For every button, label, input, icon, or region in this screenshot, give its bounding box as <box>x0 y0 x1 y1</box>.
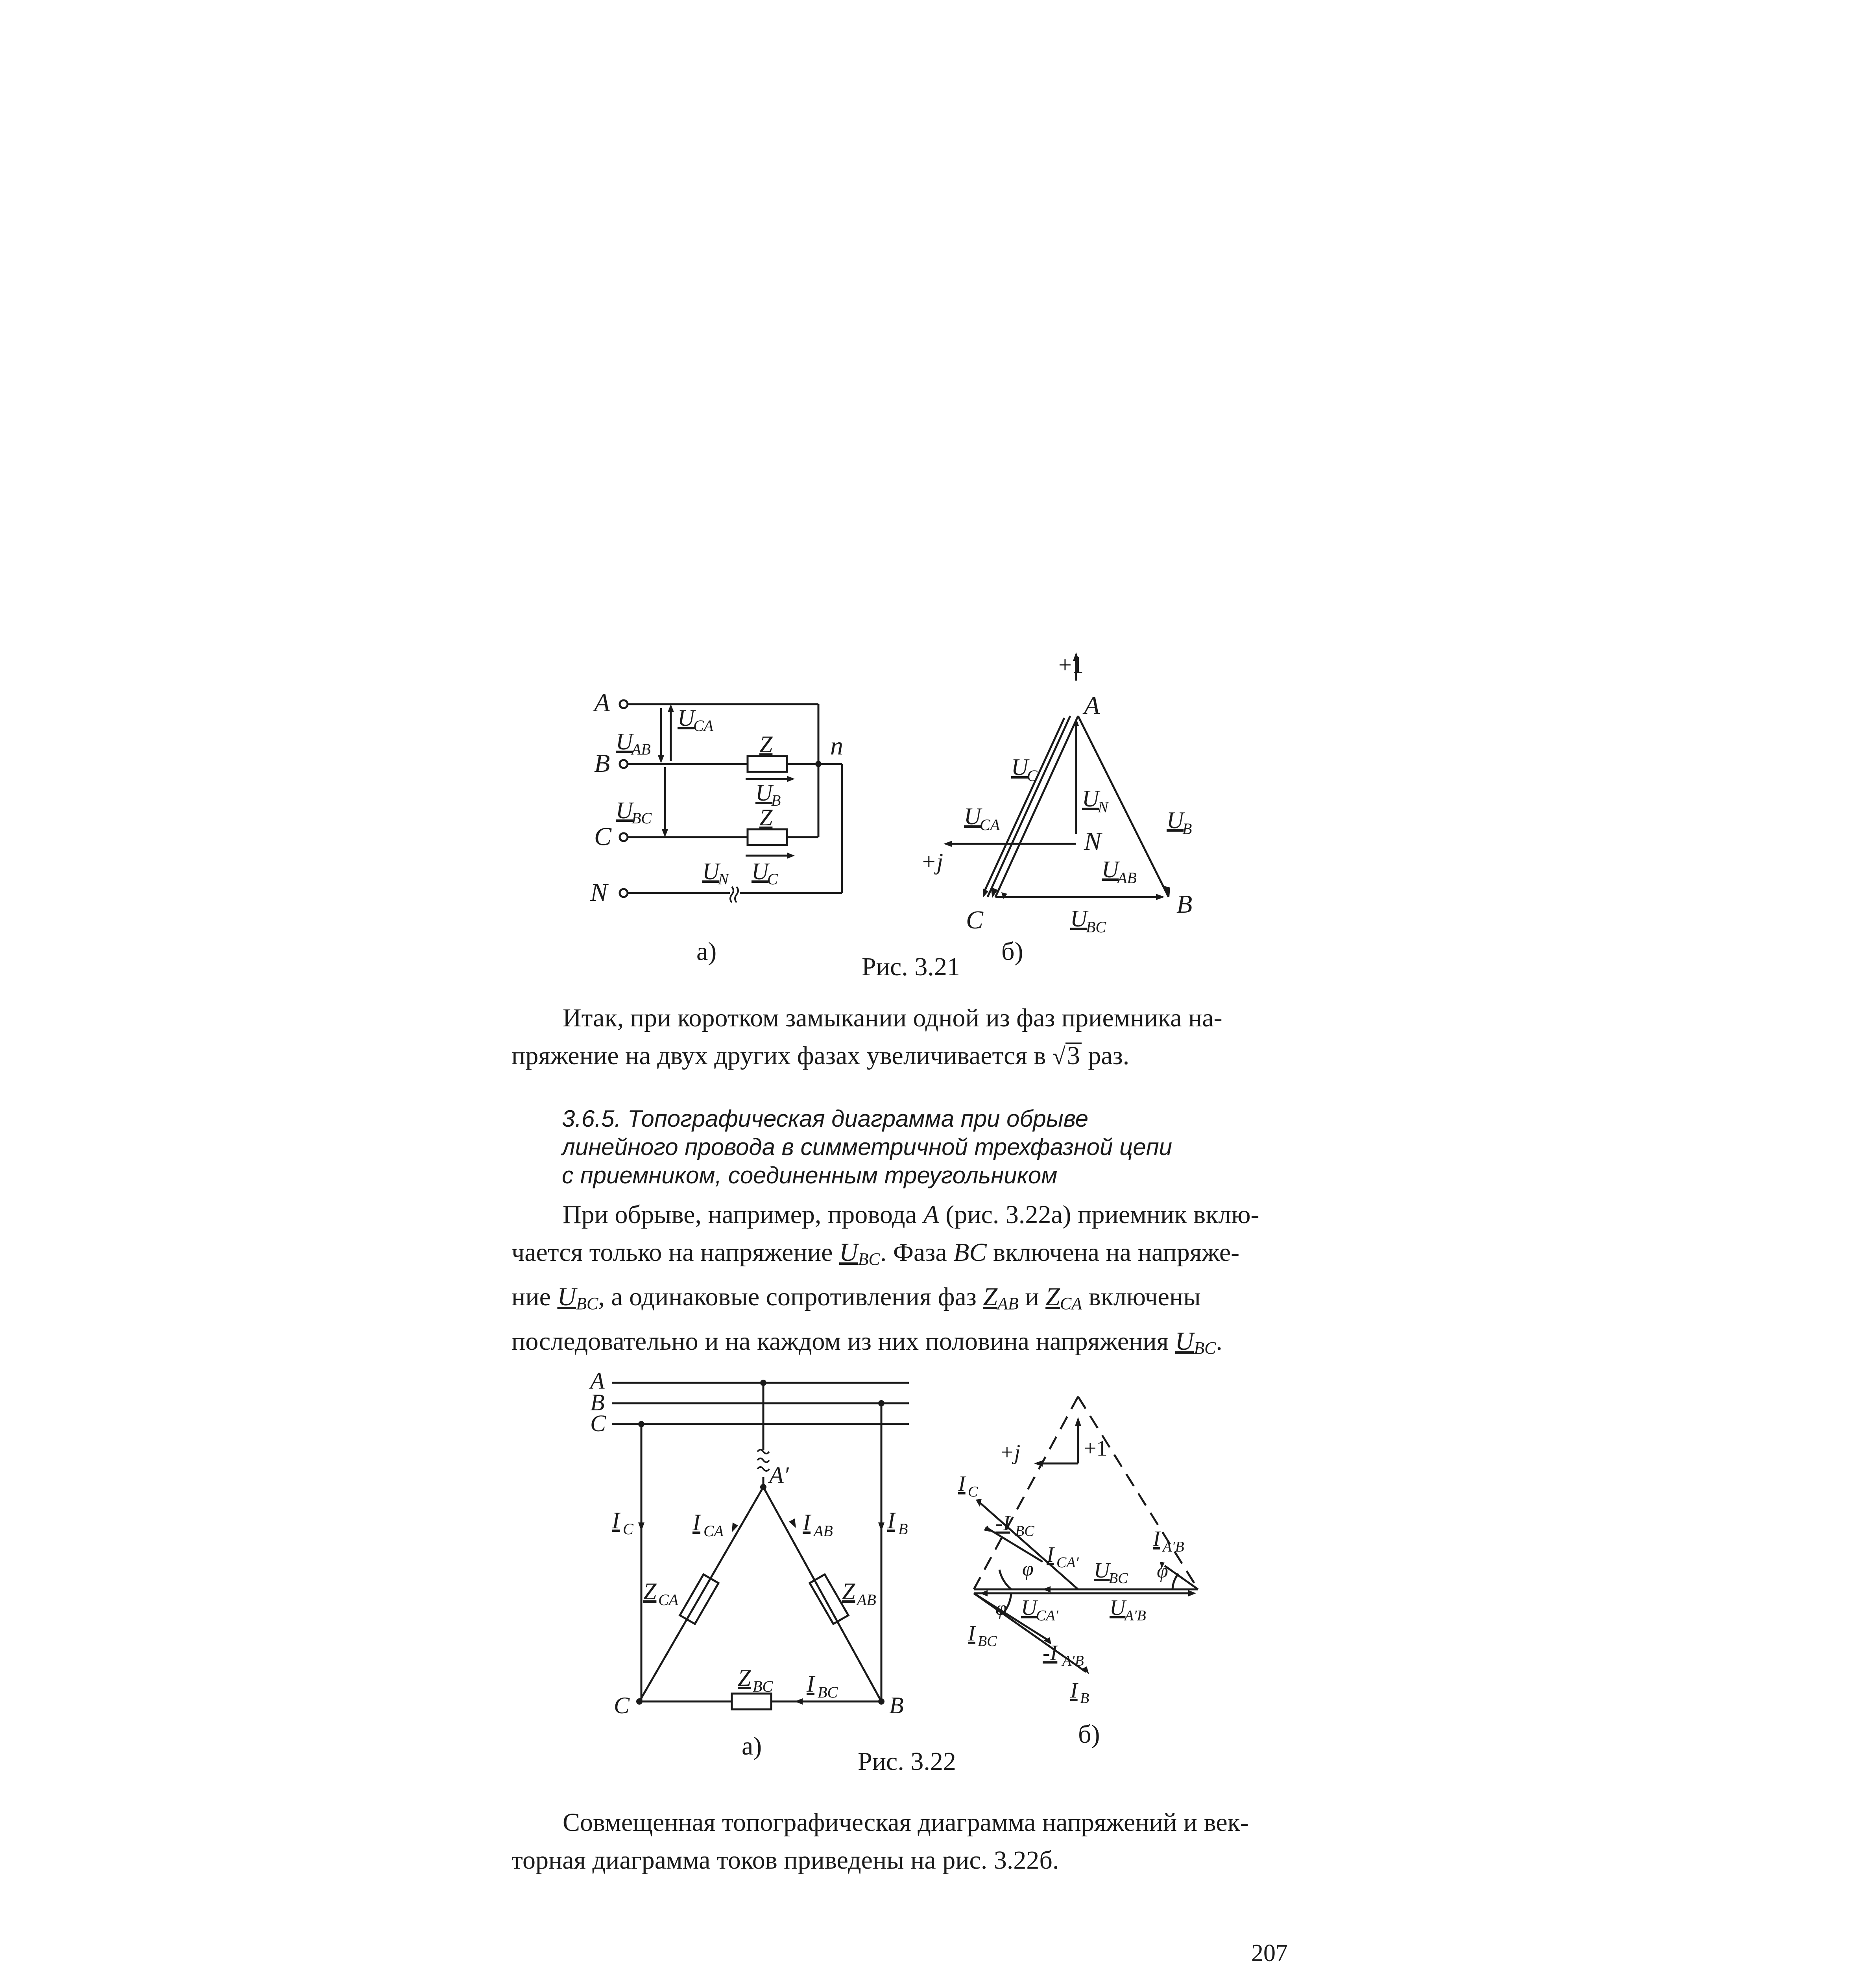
figure-3-21-a <box>567 649 866 972</box>
terminal-B: B <box>594 749 610 778</box>
heading-line-2: линейного провода в симметричной трехфазной цепи <box>562 1134 1172 1160</box>
label-I-CA-prime-sub: CA′ <box>1056 1554 1079 1571</box>
label-I-C-sub: C <box>968 1484 978 1500</box>
section-heading <box>562 1105 1309 1190</box>
label-U-BC: U <box>1094 1558 1110 1583</box>
label-I-BC-sub: BC <box>818 1683 838 1701</box>
tilde-break-icon <box>757 1450 769 1471</box>
axis-plus-j: +j <box>999 1440 1021 1465</box>
label-Ub-prime-sub: B <box>1182 820 1192 838</box>
paragraph-2 <box>511 1196 1291 1367</box>
label-U-AB: U <box>1102 856 1119 882</box>
label-U-BC-sub: BC <box>631 809 652 827</box>
label-I-AB-sub: AB <box>814 1522 833 1540</box>
label-I-AB-prime-sub: A′B <box>1163 1539 1184 1555</box>
page-number: 207 <box>1251 1940 1288 1967</box>
label-phi-2: φ <box>1157 1560 1168 1582</box>
label-U-AB-sub: AB <box>1117 869 1137 887</box>
label-U-CA: U <box>678 705 695 731</box>
paragraph-2-line-4: последовательно и на каждом из них половина напряжения $U_{BC}$. <box>511 1327 1222 1358</box>
paragraph-3 <box>511 1804 1291 1879</box>
label-U-BC: U <box>616 797 633 823</box>
vertex-A: A <box>1084 691 1100 720</box>
sqrt-value: 3 <box>1065 1043 1082 1068</box>
paragraph-1 <box>511 999 1291 1075</box>
paragraph-2-line-3: ние $U_{BC}$, а одинаковые сопротивления фаз $Z_{AB}$ и $Z_{CA}$ включены <box>511 1282 1201 1313</box>
label-U-BC-sub: BC <box>1086 918 1106 936</box>
label-U-B-sub: B <box>771 792 781 809</box>
paragraph-1-line-2: пряжение на двух других фазах увеличивается в √3 раз. <box>511 1041 1130 1070</box>
label-U-BC: U <box>1070 906 1088 932</box>
label-U-AB-prime-sub: A′B <box>1124 1607 1146 1624</box>
label-Uc-prime-sub: C <box>1027 767 1038 784</box>
label-Z-BC: Z <box>738 1665 751 1691</box>
paragraph-2-line-1: При обрыве, например, провода A (рис. 3.22а) приемник вклю- <box>563 1200 1259 1229</box>
figure-3-22-a-diagram <box>567 1357 929 1770</box>
label-I-CA: I <box>692 1509 700 1535</box>
label-U-B: U <box>755 780 773 806</box>
node-n-label: n <box>830 732 843 760</box>
figure-3-21-a-diagram <box>567 649 866 972</box>
figure-3-21-caption: Рис. 3.21 <box>862 952 960 981</box>
label-U-CA: U <box>964 803 981 829</box>
node-C: C <box>614 1692 630 1718</box>
panel-label-b: б) <box>1078 1720 1100 1749</box>
label-Z-CA: Z <box>643 1578 657 1604</box>
label-U-CA-sub: CA <box>693 717 714 734</box>
paragraph-1-line-1: Итак, при коротком замыкании одной из фаз приемника на- <box>563 1004 1222 1032</box>
axis-plus-1: +1 <box>1084 1436 1108 1461</box>
label-I-B-sub: B <box>1080 1690 1089 1707</box>
label-U-C: U <box>752 858 769 884</box>
label-minus-I-BC-sub: BC <box>1015 1523 1034 1539</box>
p1-text-before: пряжение на двух других фазах увеличивается в <box>511 1041 1046 1070</box>
label-I-BC: I <box>968 1621 975 1646</box>
label-U-CA-prime: U <box>1021 1596 1037 1620</box>
label-U-N-sub: N <box>1098 798 1108 816</box>
panel-label-a: а) <box>696 937 717 966</box>
p1-text-after: раз. <box>1088 1041 1130 1070</box>
line-A: A <box>590 1368 605 1394</box>
label-phi-1: φ <box>1022 1558 1034 1580</box>
label-I-C: I <box>958 1472 966 1496</box>
label-U-CA-prime-sub: CA′ <box>1036 1607 1058 1624</box>
node-B: B <box>889 1692 904 1718</box>
label-U-N: U <box>702 858 720 884</box>
label-U-AB-prime: U <box>1110 1596 1126 1620</box>
label-U-AB-sub: AB <box>631 740 651 758</box>
label-I-AB-prime: I <box>1153 1527 1160 1551</box>
vertex-N: N <box>1084 827 1102 856</box>
label-Z-CA-sub: CA <box>658 1591 679 1609</box>
node-A-prime: A′ <box>769 1462 789 1488</box>
label-U-CA-sub: CA <box>980 816 1000 834</box>
axis-plus-1: +1 <box>1058 652 1084 678</box>
label-I-BC: I <box>807 1671 814 1697</box>
terminal-N: N <box>590 878 608 907</box>
heading-line-3: с приемником, соединенным треугольником <box>562 1162 1058 1188</box>
label-I-C-sub: C <box>623 1520 633 1538</box>
vertex-C: C <box>966 906 984 934</box>
label-minus-I-BC: -I <box>995 1511 1010 1535</box>
axis-plus-j: +j <box>921 849 944 875</box>
label-Z-top: Z <box>759 731 773 757</box>
line-C: C <box>590 1410 606 1436</box>
label-U-AB: U <box>616 729 633 755</box>
terminal-C: C <box>594 822 612 851</box>
heading-line-1: 3.6.5. Топографическая диаграмма при обрыве <box>562 1105 1089 1132</box>
label-I-B: I <box>1070 1678 1078 1703</box>
label-Z-AB: Z <box>842 1578 855 1604</box>
label-phi-3: φ <box>995 1597 1007 1620</box>
panel-label-a: а) <box>742 1732 762 1760</box>
label-I-C: I <box>612 1508 620 1533</box>
label-I-B-sub: B <box>898 1520 908 1538</box>
vertex-B: B <box>1176 890 1193 919</box>
label-U-BC-sub: BC <box>1109 1570 1128 1587</box>
panel-label-b: б) <box>1001 937 1023 966</box>
tilde-break-icon <box>730 887 738 902</box>
figure-3-22-b-diagram <box>952 1389 1243 1766</box>
label-Z-BC-sub: BC <box>753 1677 773 1695</box>
label-minus-I-AB-prime: -I <box>1043 1641 1058 1665</box>
label-I-CA-sub: CA <box>704 1522 724 1540</box>
figure-3-22-caption: Рис. 3.22 <box>858 1747 956 1776</box>
label-I-AB: I <box>803 1509 811 1535</box>
label-Ub-prime: U <box>1167 807 1184 833</box>
label-I-B: I <box>887 1508 895 1533</box>
label-Z-AB-sub: AB <box>857 1591 876 1609</box>
figure-3-22-b <box>952 1389 1243 1766</box>
label-minus-I-AB-prime-sub: A′B <box>1062 1653 1084 1669</box>
label-U-C-sub: C <box>767 870 778 888</box>
figure-3-21-b <box>917 645 1232 976</box>
label-I-CA-prime: I <box>1047 1543 1054 1567</box>
label-Uc-prime: U <box>1011 754 1028 780</box>
label-I-BC-sub: BC <box>978 1633 997 1650</box>
paragraph-3-line-2: торная диаграмма токов приведены на рис. 3.22б. <box>511 1846 1059 1875</box>
label-U-N: U <box>1082 786 1099 812</box>
terminal-A: A <box>594 688 610 717</box>
line-B: B <box>590 1389 605 1415</box>
label-Z-bottom: Z <box>759 805 773 830</box>
figure-3-22-a <box>567 1357 929 1770</box>
paragraph-3-line-1: Совмещенная топографическая диаграмма напряжений и век- <box>563 1808 1249 1837</box>
figure-3-21-b-diagram <box>917 645 1232 976</box>
paragraph-2-line-2: чается только на напряжение $U_{BC}$. Фаза BC включена на напряже- <box>511 1238 1240 1269</box>
label-U-N-sub: N <box>718 870 729 888</box>
